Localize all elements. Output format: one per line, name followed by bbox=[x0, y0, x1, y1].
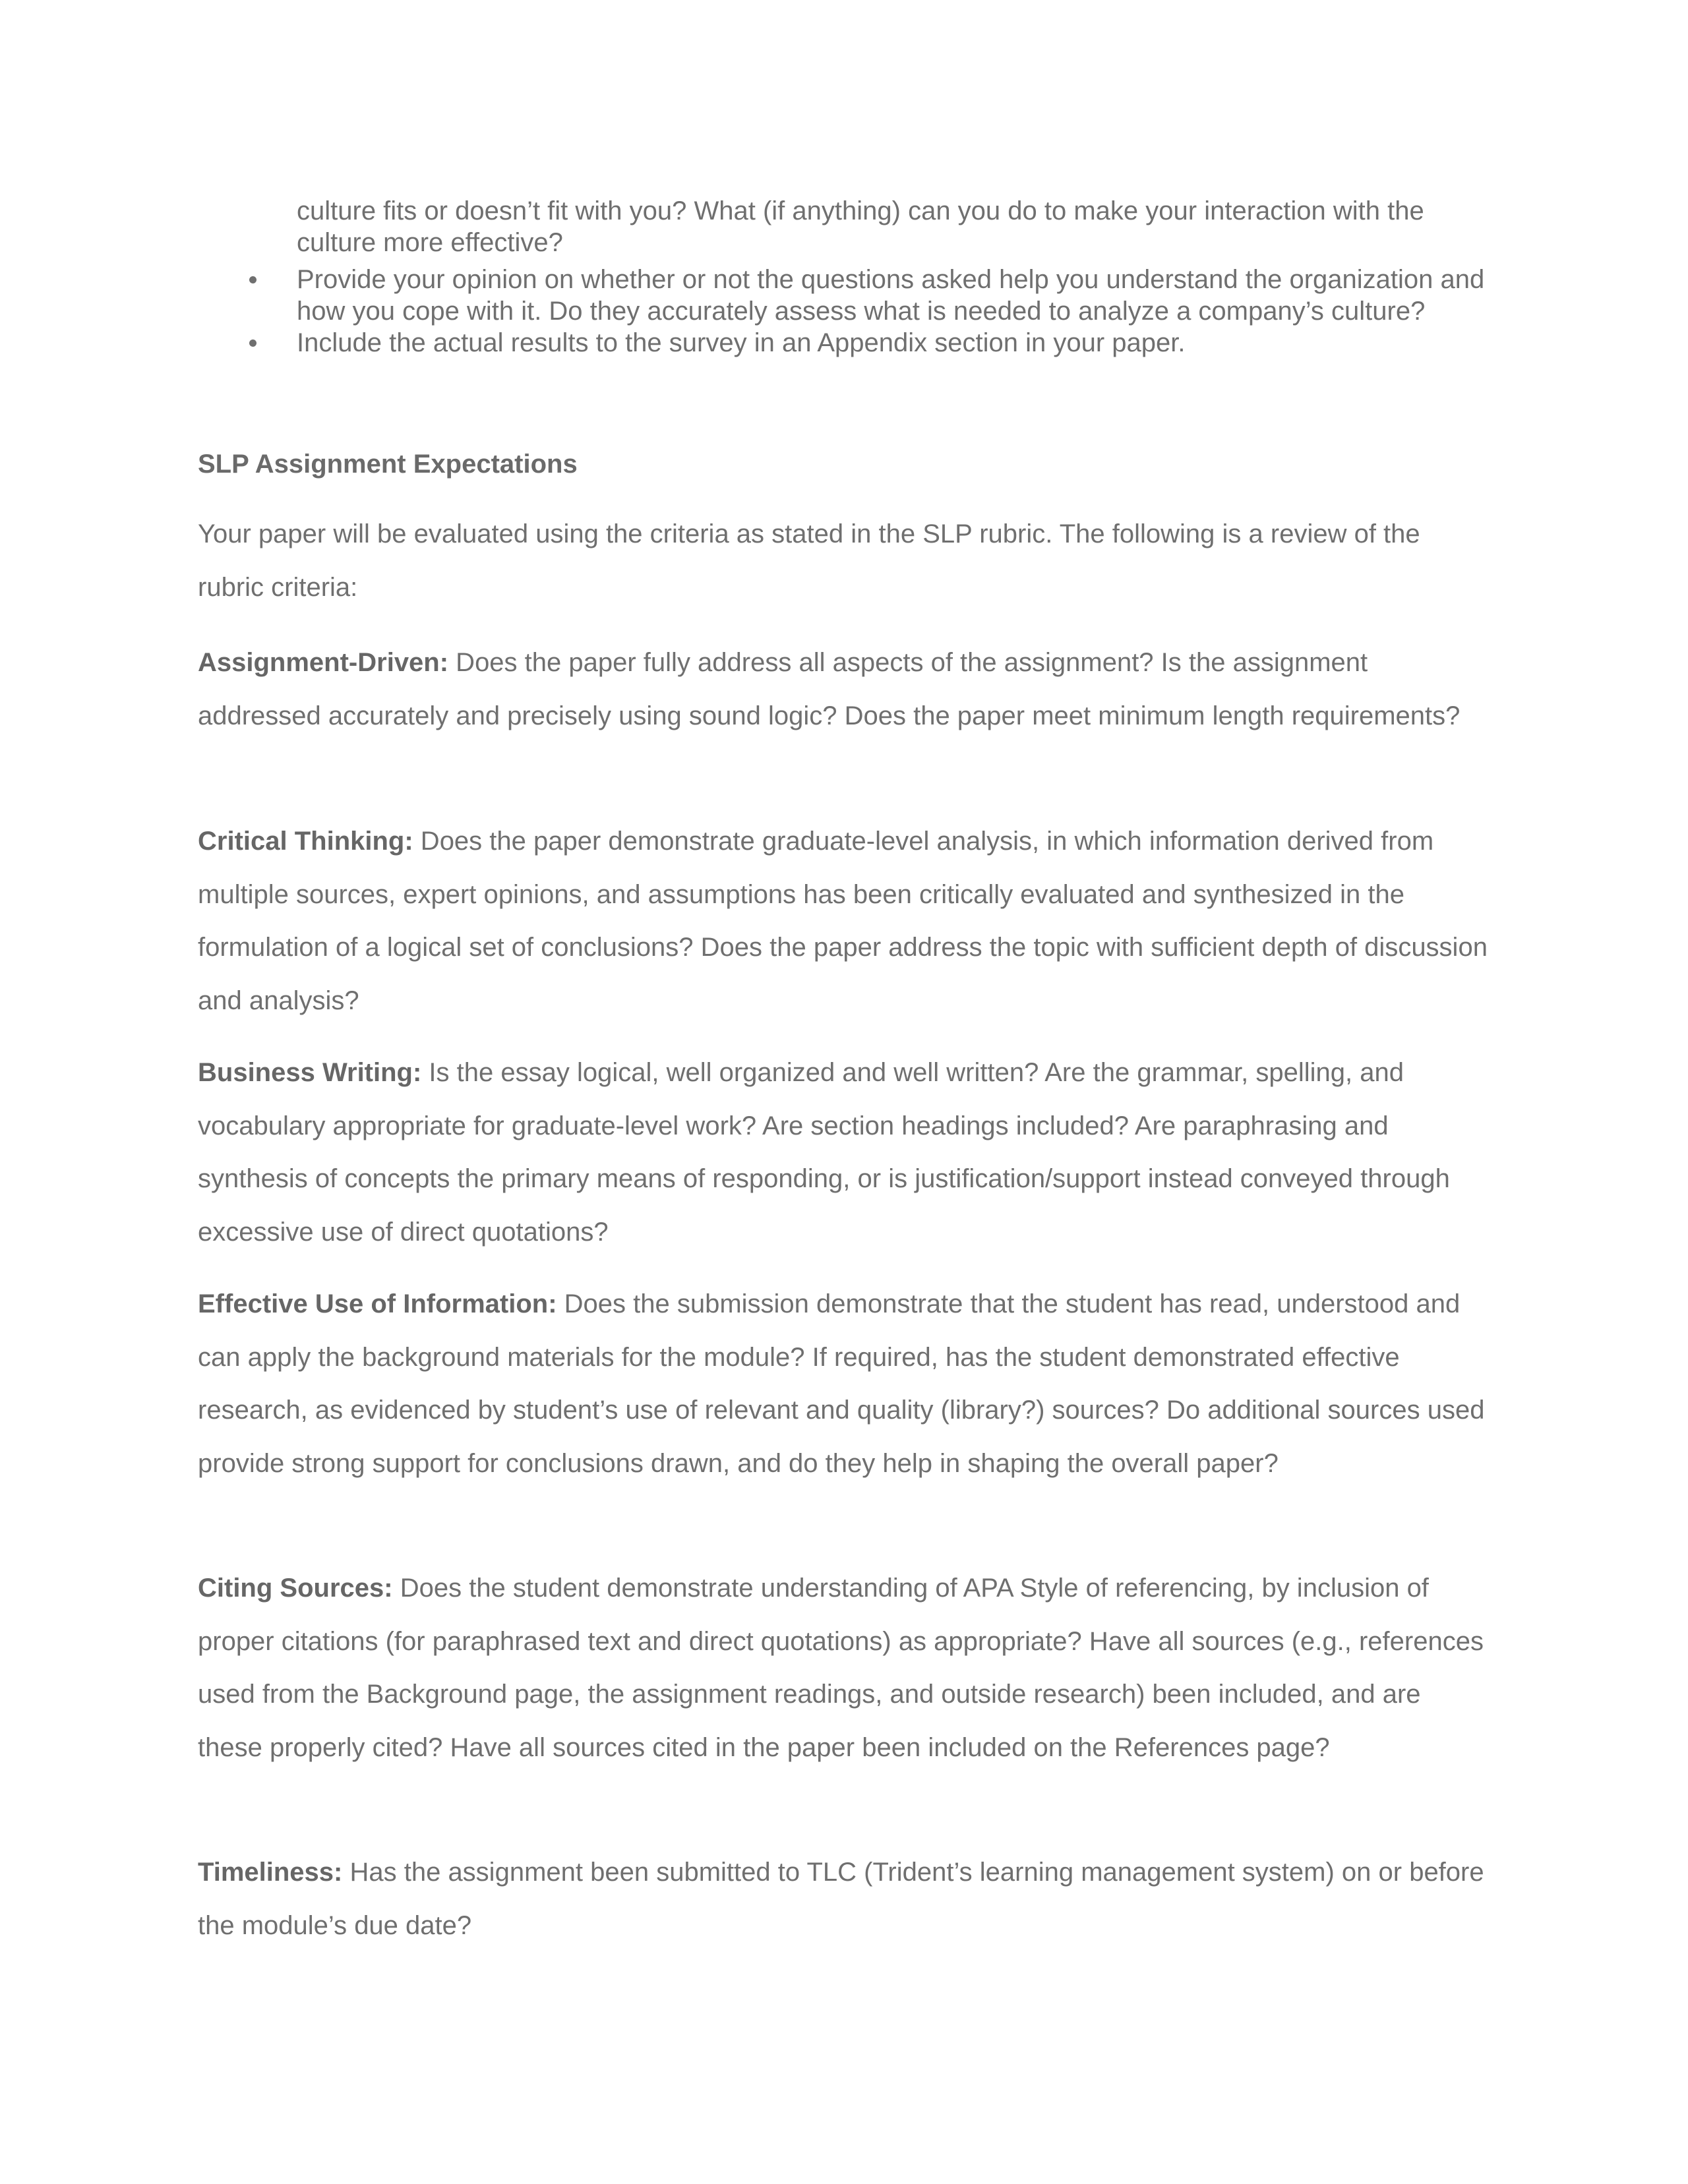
criterion-paragraph bbox=[198, 1846, 1490, 1952]
criterion-paragraph bbox=[198, 1046, 1490, 1258]
bullet-item bbox=[297, 264, 1497, 327]
section-intro-paragraph: Your paper will be evaluated using the criteria as stated in the SLP rubric. The following is a review of the rubric criteria: bbox=[198, 519, 1420, 602]
bullet-icon bbox=[249, 276, 256, 283]
criterion-text: Does the paper demonstrate graduate-level analysis, in which information derived from multiple sources, expert opinions, and assumptions has been critically evaluated and synthesized in the formulation of a logical set of conclusions? Does the paper address the topic with sufficient depth of discussion and analysis? bbox=[198, 827, 1488, 1015]
bullet-text: Include the actual results to the survey in an Appendix section in your paper. bbox=[297, 328, 1186, 357]
bullet-list bbox=[297, 264, 1497, 359]
criterion-label: Assignment-Driven: bbox=[198, 648, 449, 677]
criterion-text: Does the paper fully address all aspects of the assignment? Is the assignment addressed accurately and precisely using sound logic? Does the paper meet minimum length requirements? bbox=[198, 648, 1461, 730]
criterion-text: Does the student demonstrate understanding of APA Style of referencing, by inclusion of proper citations (for paraphrased text and direct quotations) as appropriate? Have all sources (e.g., references used from the Background page, the assignment readings, and outside research) been included, and are these properly cited? Have all sources cited in the paper been included on the References page? bbox=[198, 1574, 1484, 1762]
bullet-icon bbox=[249, 339, 256, 347]
criterion-label: Effective Use of Information: bbox=[198, 1289, 557, 1318]
criterion-paragraph bbox=[198, 636, 1490, 742]
criterion-paragraph bbox=[198, 815, 1490, 1027]
criterion-paragraph bbox=[198, 1278, 1490, 1490]
criterion-text: Is the essay logical, well organized and well written? Are the grammar, spelling, and vocabulary appropriate for graduate-level work? Are section headings included? Are paraphrasing and synthesis of concepts the primary means of responding, or is justification/support instead conveyed through excessive use of direct quotations? bbox=[198, 1058, 1450, 1247]
bullet-continuation-text: culture fits or doesn’t fit with you? What (if anything) can you do to make your interaction with the culture more effective? bbox=[297, 196, 1424, 257]
criterion-text: Has the assignment been submitted to TLC (Trident’s learning management system) on or before the module’s due date? bbox=[198, 1858, 1484, 1940]
bullet-text: Provide your opinion on whether or not the questions asked help you understand the organization and how you cope with it. Do they accurately assess what is needed to analyze a company’s culture? bbox=[297, 265, 1485, 326]
criterion-label: Critical Thinking: bbox=[198, 827, 413, 856]
criterion-label: Timeliness: bbox=[198, 1858, 343, 1887]
criterion-paragraph bbox=[198, 1562, 1490, 1774]
criterion-label: Business Writing: bbox=[198, 1058, 422, 1087]
criterion-text: Does the submission demonstrate that the student has read, understood and can apply the background materials for the module? If required, has the student demonstrated effective research, as evidenced by student’s use of relevant and quality (library?) sources? Do additional sources used provide strong support for conclusions drawn, and do they help in shaping the overall paper? bbox=[198, 1289, 1485, 1478]
section-heading: SLP Assignment Expectations bbox=[198, 450, 578, 479]
criterion-label: Citing Sources: bbox=[198, 1574, 393, 1603]
bullet-item bbox=[297, 327, 1497, 359]
